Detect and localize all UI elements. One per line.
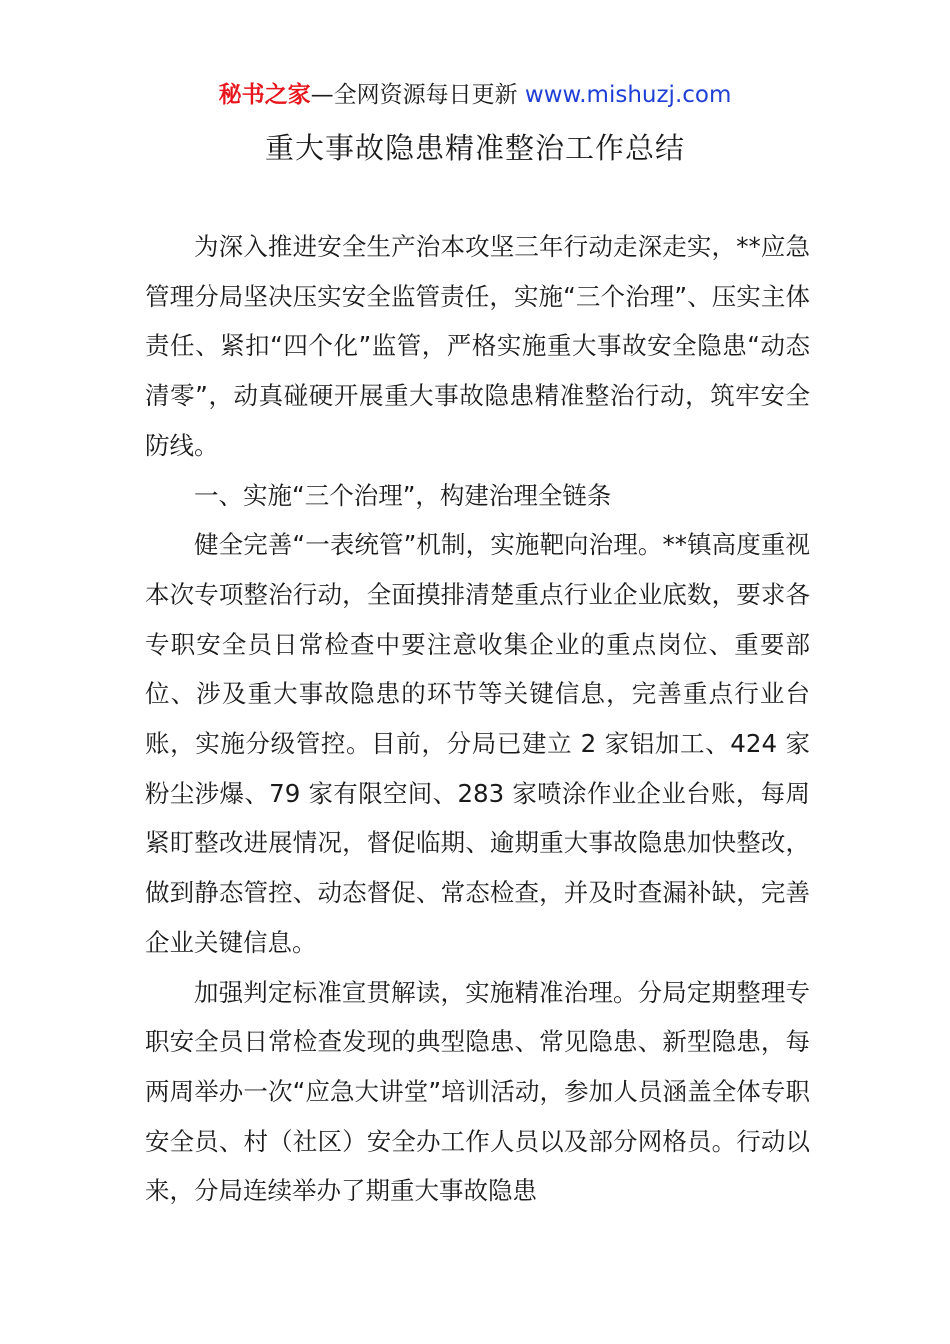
section-heading: 一、实施“三个治理”，构建治理全链条 [194,480,612,510]
document-title: 重大事故隐患精准整治工作总结 [264,131,685,165]
site-url[interactable]: www.mishuzj.com [524,82,732,108]
paragraph-table-management: 健全完善“一表统管”机制，实施靶向治理。**镇高度重视本次专项整治行动，全面摸排清楚重点行业企业底数，要求各专职安全员日常检查中要注意收集企业的重点岗位、重要部位、涉及重大事故隐患的环节等关键信息，完善重点行业台账，实施分级管控。目前，分局已建立 2 家铝加工、424 家粉尘涉爆、79 家有限空间、283 家喷涂作业企业台账，每周紧盯整改进展情况，督促临期、逾期重大事故隐患加快整改，做到静态管控、动态督促、常态检查，并及时查漏补缺，完善企业关键信息。 [145,530,810,957]
paragraph-standard-training: 加强判定标准宣贯解读，实施精准治理。分局定期整理专职安全员日常检查发现的典型隐患、常见隐患、新型隐患，每两周举办一次“应急大讲堂”培训活动，参加人员涵盖全体专职安全员、村（社区）安全办工作人员以及部分网格员。行动以来，分局连续举办了期重大事故隐患 [145,977,810,1206]
paragraph-intro: 为深入推进安全生产治本攻坚三年行动走深走实，**应急管理分局坚决压实安全监管责任，实施“三个治理”、压实主体责任、紧扣“四个化”监管，严格实施重大事故安全隐患“动态清零”，动真碰硬开展重大事故隐患精准整治行动，筑牢安全防线。 [145,232,810,460]
document-body [145,222,810,1216]
brand-name: 秘书之家 [218,82,311,108]
header-tagline: —全网资源每日更新 [310,82,525,108]
site-header [0,78,950,112]
